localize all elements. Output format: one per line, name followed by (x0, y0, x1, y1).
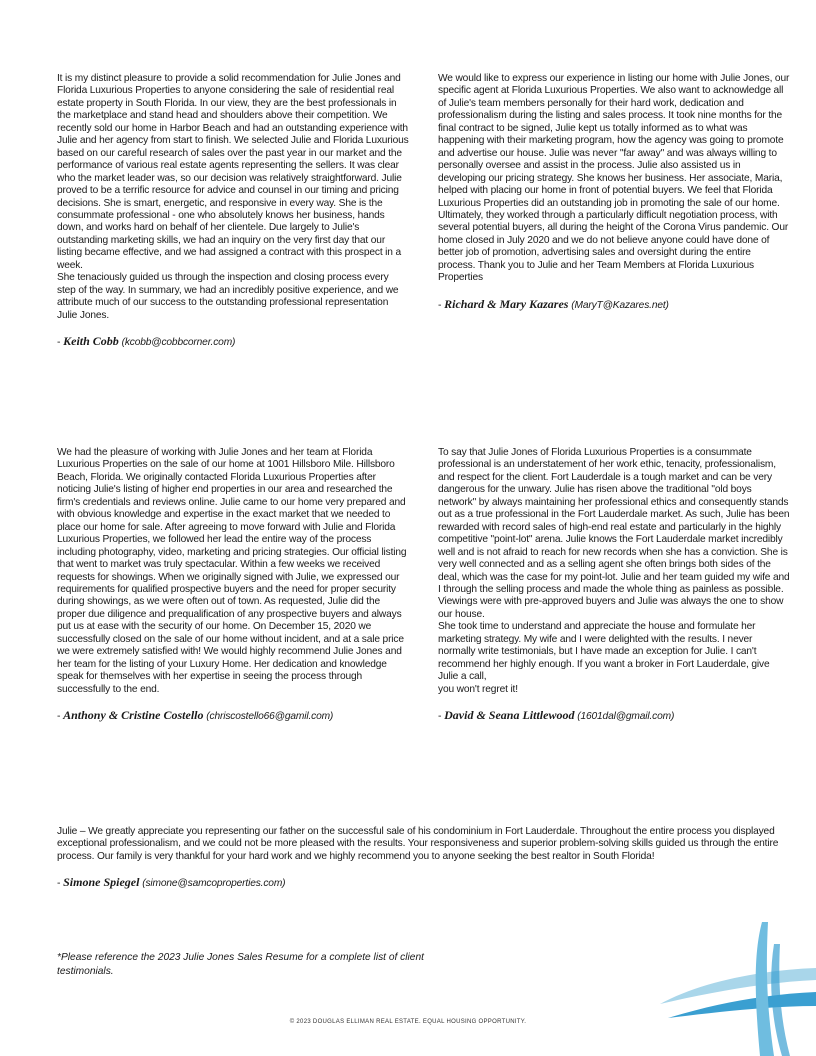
testimonial-paragraph: She tenaciously guided us through the inspection and closing process every step of the way. In summary, we had an incredibly positive experience, and we attribute much of our success to the outstanding professional representation Julie Jones. (57, 272, 399, 321)
signature-name: Anthony & Cristine Costello (63, 708, 204, 723)
logo-stem-icon (756, 922, 774, 1056)
signature-email: (MaryT@Kazares.net) (571, 299, 669, 311)
testimonial-signature (57, 335, 409, 349)
testimonial-signature (438, 709, 790, 723)
testimonial-paragraph: you won't regret it! (438, 683, 518, 695)
testimonial-signature (57, 876, 803, 890)
testimonial-paragraph: Julie – We greatly appreciate you representing our father on the successful sale of his condominium in Fort Lauderdale. Throughout the entire process you displayed exceptional professionalism, and we could not be more pleased with the results. Your responsiveness and superior problem-solving skills guided us through the entire process. Our family is very thankful for your hard work and we highly recommend you to anyone seeking the best realtor in South Florida! (57, 826, 779, 862)
testimonial-keith-cobb (57, 73, 409, 350)
testimonial-body (57, 447, 409, 696)
signature-name: Richard & Mary Kazares (444, 296, 569, 311)
brand-logo-icon (650, 922, 816, 1056)
signature-dash: - (438, 710, 445, 723)
testimonial-body (438, 447, 790, 696)
signature-email: (chriscostello66@gamil.com) (206, 711, 334, 723)
signature-name: David & Seana Littlewood (444, 708, 575, 723)
signature-dash: - (57, 336, 64, 349)
testimonial-signature (438, 298, 790, 312)
testimonial-signature (57, 709, 409, 723)
signature-email: (simone@samcoproperties.com) (142, 878, 286, 890)
testimonial-paragraph: To say that Julie Jones of Florida Luxurious Properties is a consummate professional is an understatement of her work ethic, tenacity, professionalism, and respect for the client. Fort Lauderdale is a tough market and can be very dangerous for the unwary. Julie has risen above the traditional "old boys network" by always maintaining her professional ethics and consequently stands out as a true professional in the Fort Lauderdale market. As such, Julie has been rewarded with record sales of high-end real estate and particularly in the highly competitive "point-lot" arena. Julie knows the Fort Lauderdale market incredibly well and is not afraid to reach for new records when she has a conviction. She is very well connected and as a selling agent she often brings both sides of the deal, which was the case for my point-lot. Julie and her team guided my wife and I through the selling process and made the whole thing as painless as possible. Viewings were with pre-approved buyers and Julie was always the one to show our house. (438, 447, 790, 620)
testimonial-paragraph: We had the pleasure of working with Julie Jones and her team at Florida Luxurious Properties on the sale of our home at 1001 Hillsboro Mile. Hillsboro Beach, Florida. We originally contacted Florida Luxurious Properties after noticing Julie's listing of higher end properties in our area and researched the firm's credentials and reviews online. Julie came to our home very prepared and with obvious knowledge and expertise in the exact market that we needed to place our home for sale. After agreeing to move forward with Julie and Florida Luxurious Properties, we followed her lead the entire way of the process including photography, video, marketing and pricing strategies. Our official listing that went to market was truly spectacular. Within a few weeks we received requests for showings. When we originally signed with Julie, we expressed our requirements for qualified prospective buyers and the need for proper security during showings, as we were often out of town. As requested, Julie did the proper due diligence and prequalification of any prospective buyers and always put us at ease with the security of our home. On December 15, 2020 we successfully closed on the sale of our home without incident, and at a sale price we were extremely satisfied with! We would highly recommend Julie Jones and her team for the listing of your Luxury Home. Her dedication and knowledge speak for themselves with her expertise in seeing the process through successfully to the end. (57, 447, 407, 695)
testimonial-costello (57, 447, 409, 724)
testimonial-paragraph: We would like to express our experience in listing our home with Julie Jones, our specific agent at Florida Luxurious Properties. We also want to acknowledge all of Julie's team members personally for their hard work, dedication and professionalism during the listing and sales process. It took nine months for the final contract to be signed, Julie kept us totally informed as to what was happening with their marketing program, how the agency was going to promote and advertise our house. Julie was never "far away" and was always willing to personally oversee and assist in the process. Julie also assisted us in developing our pricing strategy. She knows her business. Her associate, Maria, helped with placing our home in front of potential buyers. We feel that Florida Luxurious Properties did an outstanding job in promoting the sale of our home. Ultimately, they worked through a particularly difficult negotiation process, with several potential buyers, all during the height of the Corona Virus pandemic. Our home closed in July 2020 and we do not believe anyone could have done of better job of promotion, advertising sales and oversight during the entire process. Thank you to Julie and her Team Members at Florida Luxurious Properties (438, 73, 790, 284)
signature-name: Simone Spiegel (63, 875, 140, 890)
testimonial-body (57, 826, 803, 863)
testimonial-kazares (438, 73, 790, 312)
testimonial-spiegel (57, 826, 803, 891)
testimonial-body (57, 73, 409, 322)
signature-dash: - (438, 298, 445, 311)
signature-email: (kcobb@cobbcorner.com) (121, 337, 236, 349)
signature-dash: - (57, 877, 64, 890)
page-footer (0, 1019, 816, 1025)
copyright-text: © 2023 DOUGLAS ELLIMAN REAL ESTATE. EQUAL HOUSING OPPORTUNITY. (289, 1019, 527, 1025)
signature-dash: - (57, 710, 64, 723)
testimonial-paragraph: She took time to understand and appreciate the house and formulate her marketing strategy. My wife and I were delighted with the results. I never normally write testimonials, but I have made an exception for Julie. I can't recommend her highly enough. If you want a broker in Fort Lauderdale, give Julie a call, (438, 621, 770, 683)
signature-name: Keith Cobb (63, 334, 119, 349)
testimonial-body (438, 73, 790, 285)
testimonial-paragraph: It is my distinct pleasure to provide a solid recommendation for Julie Jones and Florida Luxurious Properties to anyone considering the sale of residential real estate property in South Florida. In our view, they are the best professionals in the marketplace and stand head and shoulders above their competition. We recently sold our home in Harbor Beach and had an outstanding experience with Julie and her agency from start to finish. We selected Julie and Florida Luxurious based on our careful research of sales over the past year in our market and the performance of various real estate agents representing the sellers. It was clear who the market leader was, so our decision was relatively straightforward. Julie proved to be a terrific resource for advice and counsel in our timing and pricing decisions. She is smart, energetic, and responsive in every way. She is the consummate professional - one who absolutely knows her business, hands down, and works hard on behalf of her clientele. Due largely to Julie's outstanding marketing skills, we had an inquiry on the very first day that our listing became effective, and we had assigned a contract with this prospect in a week. (57, 73, 409, 271)
testimonial-littlewood (438, 447, 790, 724)
signature-email: (1601dal@gmail.com) (577, 711, 675, 723)
footnote: *Please reference the 2023 Julie Jones Sales Resume for a complete list of client testimonials. (57, 952, 424, 977)
